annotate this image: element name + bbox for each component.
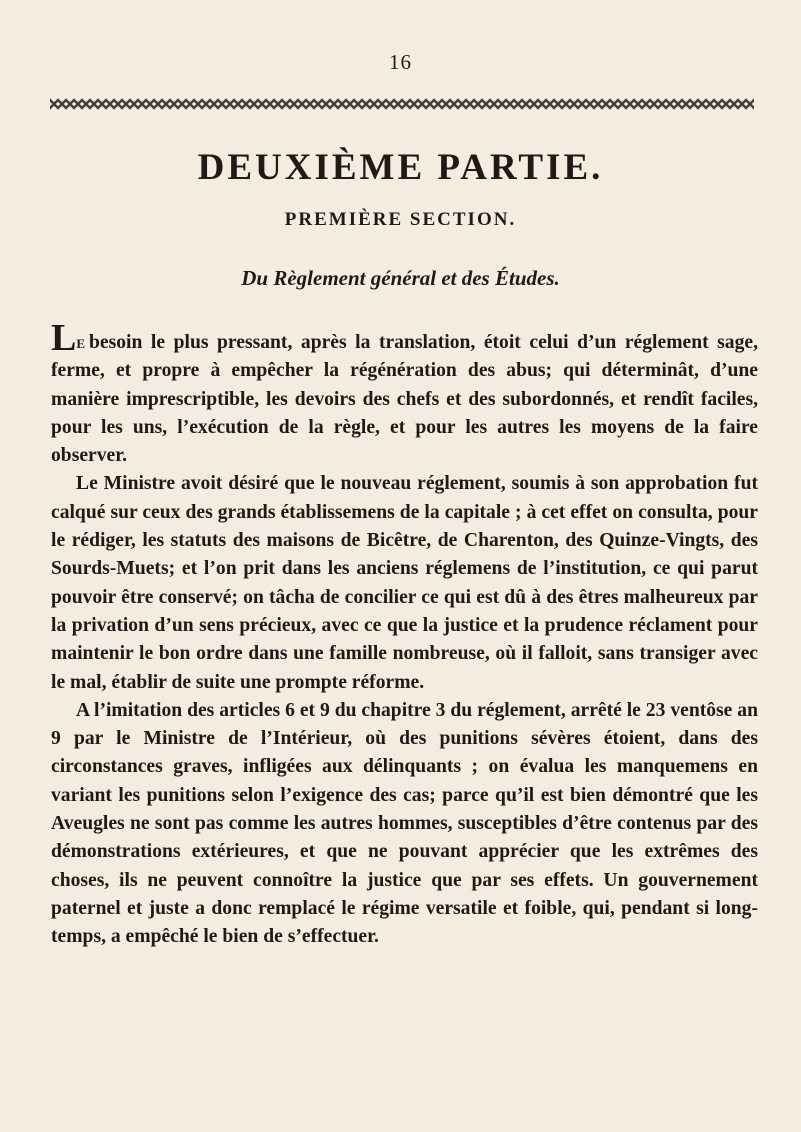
paragraph-3: A l’imitation des articles 6 et 9 du chapitre 3 du réglement, arrêté le 23 ventôse an 9 par le Ministre de l’Intérieur, où des punitions sévères étoient, dans des circonstances graves, infligées aux délinquants ; on évalua les manquemens en variant les punitions selon l’exigence des cas; parce qu’il est bien démontré que les Aveugles ne sont pas comme les autres hommes, susceptibles d’être contenus par des démonstrations extérieures, et que ne pouvant apprécier que les extrêmes des choses, ils ne peuvent connoître la justice que par ses effets. Un gouvernement paternel et juste a donc remplacé le régime versatile et foible, qui, pendant si long-temps, a empêché le bien de s’effectuer. xyxy=(51,699,758,948)
opening-word xyxy=(51,317,89,359)
section-title: PREMIÈRE SECTION. xyxy=(284,209,517,230)
drop-cap: L xyxy=(51,317,77,359)
part-title: DEUXIÈME PARTIE. xyxy=(197,147,604,188)
paragraph-1 xyxy=(51,317,758,470)
paragraph-1-text: besoin le plus pressant, après la translation, étoit celui d’un réglement sage, ferme, et propre à empêcher la régénération des abus; qui déterminât, d’une manière imprescriptible, les devoirs des chefs et des subordonnés, et rendît faciles, pour les uns, l’exécution de la règle, et pour les autres les moyens de la faire observer. xyxy=(51,332,758,467)
opening-word-rest: e xyxy=(76,332,86,353)
paragraph-2: Le Ministre avoit désiré que le nouveau réglement, soumis à son approbation fut calqué sur ceux des grands établissemens de la capitale ; à cet effet on consulta, pour le rédiger, les statuts des maisons de Bicêtre, de Charenton, des Quinze-Vingts, des Sourds-Muets; et l’on prit dans les anciens réglemens de l’institution, ce qui parut pouvoir être conservé; on tâcha de concilier ce qui est dû à des êtres malheureux par la privation d’un sens précieux, avec ce que la justice et la prudence réclament pour maintenir le bon ordre dans une famille nombreuse, où il falloit, sans transiger avec le mal, établir de suite une prompte réforme. xyxy=(51,473,758,693)
body-text xyxy=(51,317,758,952)
decorative-rule xyxy=(50,98,754,110)
page-number: 16 xyxy=(389,50,412,74)
chapter-subtitle: Du Règlement général et des Études. xyxy=(241,266,560,290)
